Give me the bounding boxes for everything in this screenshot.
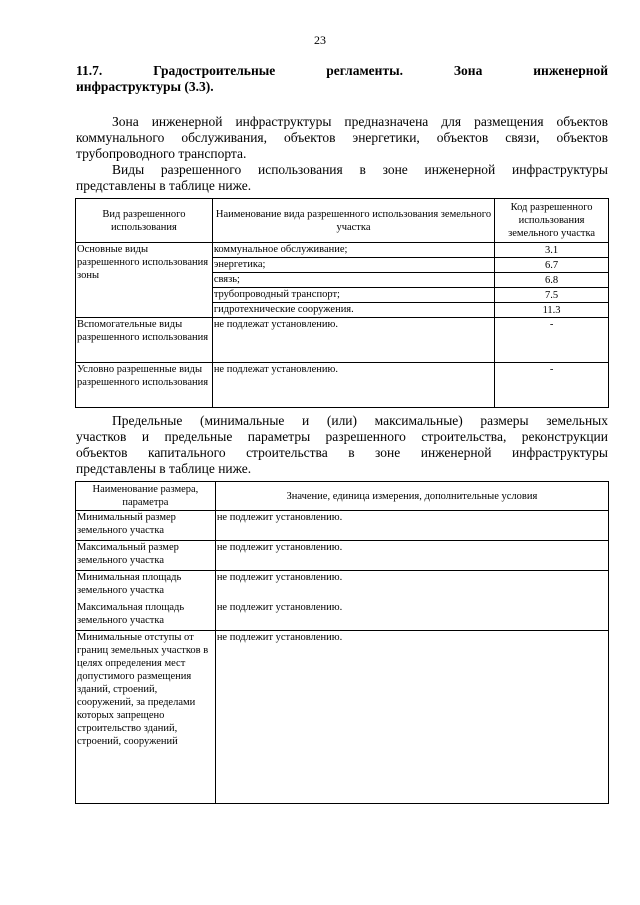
aux-uses-value: не подлежат установлению.: [212, 318, 494, 363]
table-header: Код разрешенного использования земельного участка: [495, 199, 609, 243]
conditional-uses-label: Условно разрешенные виды разрешенного использования: [76, 363, 213, 408]
use-name: коммунальное обслуживание;: [212, 243, 494, 258]
use-code: 3.1: [495, 243, 609, 258]
param-name: Максимальная площадь земельного участка: [76, 601, 216, 631]
param-name: Максимальный размер земельного участка: [76, 541, 216, 571]
use-code: 7.5: [495, 288, 609, 303]
use-code: 6.8: [495, 273, 609, 288]
param-value: не подлежит установлению.: [215, 511, 608, 541]
text-line: Зона инженерной инфраструктуры предназначена для размещения объектов: [112, 114, 608, 129]
text-line: трубопроводного транспорта.: [76, 146, 247, 161]
heading-word: Градостроительные: [153, 63, 276, 78]
conditional-uses-code: -: [495, 363, 609, 408]
heading-word: инженерной: [533, 63, 609, 78]
param-name: Минимальные отступы от границ земельных участков в целях определения мест допустимого размещения зданий, строений, сооружений, за пределами которых запрещено строительство зданий, строений, сооружений: [76, 631, 216, 804]
use-name: связь;: [212, 273, 494, 288]
param-value: не подлежит установлению.: [215, 541, 608, 571]
use-name: трубопроводный транспорт;: [212, 288, 494, 303]
main-uses-label: Основные виды разрешенного использования зоны: [76, 243, 213, 318]
text-line: объектов капитального строительства в зоне инженерной инфраструктуры: [76, 445, 608, 460]
intro-paragraph: [76, 114, 608, 194]
use-name: энергетика;: [212, 258, 494, 273]
table-header: Значение, единица измерения, дополнительные условия: [215, 482, 608, 511]
text-line: Виды разрешенного использования в зоне инженерной инфраструктуры: [112, 162, 608, 177]
param-name: Минимальный размер земельного участка: [76, 511, 216, 541]
text-line: представлены в таблице ниже.: [76, 461, 252, 476]
heading-word: Зона: [453, 63, 483, 78]
permitted-use-table: [75, 198, 609, 408]
use-name: гидротехнические сооружения.: [212, 303, 494, 318]
heading-word: 11.7.: [76, 63, 103, 78]
param-value: не подлежит установлению.: [215, 601, 608, 631]
param-value: не подлежит установлению.: [215, 571, 608, 601]
use-code: 6.7: [495, 258, 609, 273]
table-header: Наименование вида разрешенного использования земельного участка: [212, 199, 494, 243]
aux-uses-code: -: [495, 318, 609, 363]
param-value: не подлежит установлению.: [215, 631, 608, 804]
heading-word: регламенты.: [326, 63, 403, 78]
limits-paragraph: [76, 413, 608, 477]
section-heading-line2: инфраструктуры (3.3).: [76, 79, 214, 94]
aux-uses-label: Вспомогательные виды разрешенного использования: [76, 318, 213, 363]
section-heading-line1: [76, 63, 608, 79]
conditional-uses-value: не подлежат установлению.: [212, 363, 494, 408]
text-line: представлены в таблице ниже.: [76, 178, 252, 193]
text-line: участков и предельные параметры разрешенного строительства, реконструкции: [76, 429, 608, 444]
text-line: коммунального обслуживания, объектов энергетики, объектов связи, объектов: [76, 130, 608, 145]
table-header: Наименование размера, параметра: [76, 482, 216, 511]
table-header: Вид разрешенного использования: [76, 199, 213, 243]
parameters-table: [75, 481, 609, 804]
text-line: Предельные (минимальные и (или) максимальные) размеры земельных: [112, 413, 608, 428]
use-code: 11.3: [495, 303, 609, 318]
param-name: Минимальная площадь земельного участка: [76, 571, 216, 601]
page-number: 23: [314, 33, 326, 47]
